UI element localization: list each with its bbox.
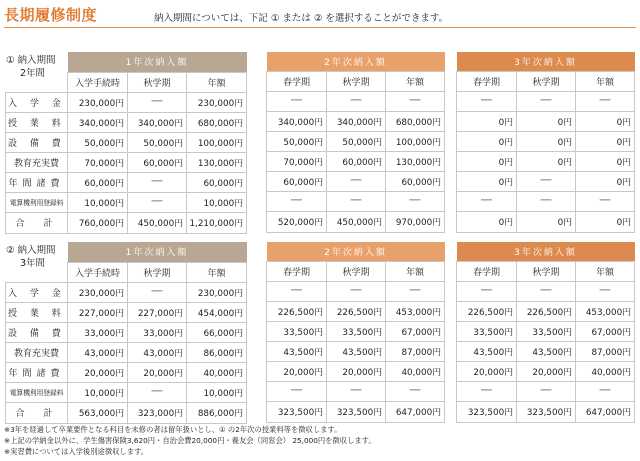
- header-spacer: [6, 242, 68, 262]
- fee-cell: 0円: [576, 171, 635, 191]
- fee-cell: ──: [576, 91, 635, 111]
- fee-cell: 130,000円: [386, 151, 445, 171]
- fee-cell: 323,500円: [267, 401, 327, 422]
- fee-cell: 760,000円: [68, 212, 128, 233]
- plan2-label-line1: ② 納入期間: [6, 245, 56, 256]
- table-row: [457, 131, 635, 151]
- fee-cell: 450,000円: [128, 212, 187, 233]
- column-header: 入学手続時: [68, 262, 128, 282]
- fee-cell: 227,000円: [68, 302, 128, 322]
- fee-cell: 227,000円: [128, 302, 187, 322]
- fee-cell: 226,500円: [327, 301, 386, 321]
- table-row: [6, 92, 247, 112]
- fee-cell: 67,000円: [576, 321, 635, 341]
- fee-cell: 60,000円: [68, 172, 128, 192]
- fee-cell: ──: [267, 381, 327, 401]
- table-row: [6, 192, 247, 212]
- fee-cell: 50,000円: [267, 131, 327, 151]
- fee-cell: 20,000円: [327, 361, 386, 381]
- fee-cell: 43,500円: [517, 341, 576, 361]
- column-header: 年額: [187, 72, 247, 92]
- fee-cell: 20,000円: [68, 362, 128, 382]
- fee-cell: ──: [517, 381, 576, 401]
- fee-cell: 454,000円: [187, 302, 247, 322]
- table-row: [6, 172, 247, 192]
- fee-cell: 886,000円: [187, 402, 247, 423]
- year-header: 1年次納入額: [68, 242, 247, 262]
- table-row: [267, 321, 445, 341]
- fee-cell: 50,000円: [128, 132, 187, 152]
- fee-cell: 10,000円: [68, 192, 128, 212]
- fee-cell: ──: [457, 91, 517, 111]
- column-header: 秋学期: [517, 261, 576, 281]
- fee-cell: 680,000円: [386, 111, 445, 131]
- fee-cell: 43,000円: [128, 342, 187, 362]
- fee-cell: 0円: [576, 211, 635, 232]
- row-label: 年間諸費: [6, 362, 68, 382]
- fee-cell: 70,000円: [267, 151, 327, 171]
- table-row: [457, 191, 635, 211]
- fee-cell: 10,000円: [68, 382, 128, 402]
- fee-cell: 67,000円: [386, 321, 445, 341]
- fee-cell: ──: [327, 171, 386, 191]
- table-row: [267, 211, 445, 232]
- fee-cell: 323,000円: [128, 402, 187, 423]
- fee-cell: 50,000円: [327, 131, 386, 151]
- fee-cell: 520,000円: [267, 211, 327, 232]
- table-row: [6, 322, 247, 342]
- row-label: 電算機利用登録料: [6, 382, 68, 402]
- fee-cell: ──: [267, 91, 327, 111]
- fee-cell: ──: [128, 282, 187, 302]
- table-row: [457, 381, 635, 401]
- table-row: [457, 401, 635, 422]
- table-row: [457, 211, 635, 232]
- fee-cell: ──: [386, 281, 445, 301]
- table-row: [267, 381, 445, 401]
- plan2-year1-table: [5, 242, 247, 424]
- fee-cell: ──: [576, 381, 635, 401]
- fee-cell: 20,000円: [267, 361, 327, 381]
- fee-cell: 970,000円: [386, 211, 445, 232]
- column-header: 年額: [386, 261, 445, 281]
- table-row: [267, 341, 445, 361]
- footnote-3: ※実習費については入学後別途徴収します。: [4, 447, 149, 456]
- fee-cell: 43,000円: [68, 342, 128, 362]
- fee-cell: ──: [128, 172, 187, 192]
- fee-cell: 450,000円: [327, 211, 386, 232]
- fee-cell: ──: [457, 281, 517, 301]
- title-row: [4, 4, 636, 28]
- fee-cell: 10,000円: [187, 382, 247, 402]
- plan2-year3-table: [456, 242, 635, 423]
- fee-cell: 66,000円: [187, 322, 247, 342]
- column-header: 秋学期: [128, 72, 187, 92]
- table-row: [457, 151, 635, 171]
- fee-cell: 50,000円: [68, 132, 128, 152]
- fee-cell: 33,000円: [68, 322, 128, 342]
- table-row: [457, 171, 635, 191]
- plan1-year2-table: [266, 52, 445, 233]
- plan1-label-line2: 2年間: [20, 68, 46, 79]
- table-row: [267, 171, 445, 191]
- column-header: 春学期: [457, 261, 517, 281]
- fee-cell: ──: [576, 191, 635, 211]
- fee-cell: ──: [327, 91, 386, 111]
- table-row: [457, 321, 635, 341]
- fee-cell: 0円: [457, 111, 517, 131]
- fee-cell: 40,000円: [576, 361, 635, 381]
- fee-cell: 340,000円: [327, 111, 386, 131]
- fee-cell: 0円: [576, 151, 635, 171]
- table-row: [457, 341, 635, 361]
- fee-cell: 40,000円: [187, 362, 247, 382]
- header-spacer: [6, 52, 68, 72]
- column-header: 春学期: [267, 261, 327, 281]
- fee-cell: 0円: [517, 151, 576, 171]
- plan1-year3-table: [456, 52, 635, 233]
- row-label: 設 備 費: [6, 322, 68, 342]
- fee-cell: ──: [267, 281, 327, 301]
- table-row: [457, 111, 635, 131]
- footnote-1: ※3年を経過して卒業要件となる科目を未修の者は留年扱いとし、① の2年次の授業料等を徴収します。: [4, 425, 342, 434]
- fee-cell: 647,000円: [576, 401, 635, 422]
- table-row: [6, 402, 247, 423]
- fee-cell: 230,000円: [68, 92, 128, 112]
- column-header-spacer: [6, 72, 68, 92]
- column-header: 秋学期: [327, 71, 386, 91]
- footnotes: [4, 424, 376, 457]
- table-row: [6, 112, 247, 132]
- plan1-year1-table: [5, 52, 247, 234]
- column-header: 秋学期: [517, 71, 576, 91]
- table-row: [267, 191, 445, 211]
- fee-cell: 40,000円: [386, 361, 445, 381]
- year-header: 3年次納入額: [457, 52, 635, 71]
- fee-cell: 340,000円: [68, 112, 128, 132]
- fee-cell: 86,000円: [187, 342, 247, 362]
- fee-cell: ──: [386, 381, 445, 401]
- year-header: 3年次納入額: [457, 242, 635, 261]
- table-row: [267, 361, 445, 381]
- column-header: 年額: [386, 71, 445, 91]
- fee-cell: 10,000円: [187, 192, 247, 212]
- fee-cell: 43,500円: [457, 341, 517, 361]
- fee-cell: ──: [128, 92, 187, 112]
- fee-cell: 60,000円: [128, 152, 187, 172]
- year-header: 2年次納入額: [267, 242, 445, 261]
- fee-cell: ──: [386, 91, 445, 111]
- fee-cell: 323,500円: [517, 401, 576, 422]
- fee-cell: 20,000円: [128, 362, 187, 382]
- row-label: 入 学 金: [6, 282, 68, 302]
- fee-cell: 323,500円: [327, 401, 386, 422]
- column-header: 年額: [576, 261, 635, 281]
- fee-cell: 33,500円: [327, 321, 386, 341]
- fee-cell: ──: [128, 192, 187, 212]
- table-row: [457, 281, 635, 301]
- fee-cell: 87,000円: [386, 341, 445, 361]
- fee-cell: ──: [128, 382, 187, 402]
- fee-cell: 0円: [576, 131, 635, 151]
- fee-cell: 43,500円: [267, 341, 327, 361]
- fee-cell: ──: [517, 171, 576, 191]
- table-row: [457, 301, 635, 321]
- fee-cell: 226,500円: [457, 301, 517, 321]
- row-label: 合 計: [6, 402, 68, 423]
- plan1-label-line1: ① 納入期間: [6, 55, 56, 66]
- table-row: [6, 382, 247, 402]
- fee-cell: 33,500円: [517, 321, 576, 341]
- fee-cell: 226,500円: [517, 301, 576, 321]
- fee-cell: 340,000円: [128, 112, 187, 132]
- column-header: 春学期: [267, 71, 327, 91]
- table-row: [267, 401, 445, 422]
- footnote-2: ※上記の学納金以外に、学生傷害保険3,620円・自治会費20,000円・養友会（同窓会） 25,000円を徴収します。: [4, 436, 376, 445]
- page-title: 長期履修制度: [4, 6, 98, 24]
- fee-cell: 0円: [517, 211, 576, 232]
- table-row: [457, 361, 635, 381]
- fee-cell: 0円: [457, 151, 517, 171]
- fee-cell: ──: [327, 381, 386, 401]
- fee-cell: ──: [327, 281, 386, 301]
- table-row: [267, 281, 445, 301]
- row-label: 教育充実費: [6, 342, 68, 362]
- fee-cell: 453,000円: [386, 301, 445, 321]
- table-row: [6, 362, 247, 382]
- fee-cell: 680,000円: [187, 112, 247, 132]
- fee-cell: 226,500円: [267, 301, 327, 321]
- fee-cell: 1,210,000円: [187, 212, 247, 233]
- row-label: 設 備 費: [6, 132, 68, 152]
- fee-cell: 0円: [517, 131, 576, 151]
- fee-cell: 33,500円: [267, 321, 327, 341]
- fee-cell: ──: [327, 191, 386, 211]
- fee-cell: 340,000円: [267, 111, 327, 131]
- fee-cell: 230,000円: [68, 282, 128, 302]
- fee-cell: 130,000円: [187, 152, 247, 172]
- column-header: 秋学期: [128, 262, 187, 282]
- fee-cell: 100,000円: [386, 131, 445, 151]
- year-header: 2年次納入額: [267, 52, 445, 71]
- fee-cell: 230,000円: [187, 282, 247, 302]
- fee-cell: 60,000円: [267, 171, 327, 191]
- column-header: 入学手続時: [68, 72, 128, 92]
- table-row: [267, 301, 445, 321]
- row-label: 年間諸費: [6, 172, 68, 192]
- row-label: 合 計: [6, 212, 68, 233]
- fee-cell: 60,000円: [386, 171, 445, 191]
- fee-cell: ──: [517, 281, 576, 301]
- fee-cell: 323,500円: [457, 401, 517, 422]
- fee-cell: 87,000円: [576, 341, 635, 361]
- fee-cell: ──: [576, 281, 635, 301]
- row-label: 入 学 金: [6, 92, 68, 112]
- page-note: 納入期間については、下記 ① または ② を選択することができます。: [154, 13, 449, 24]
- table-row: [6, 342, 247, 362]
- fee-cell: 20,000円: [457, 361, 517, 381]
- fee-cell: ──: [457, 191, 517, 211]
- table-row: [267, 151, 445, 171]
- fee-cell: 43,500円: [327, 341, 386, 361]
- column-header: 年額: [576, 71, 635, 91]
- fee-cell: ──: [517, 191, 576, 211]
- fee-cell: 20,000円: [517, 361, 576, 381]
- row-label: 電算機利用登録料: [6, 192, 68, 212]
- column-header-spacer: [6, 262, 68, 282]
- fee-cell: 70,000円: [68, 152, 128, 172]
- fee-cell: 33,000円: [128, 322, 187, 342]
- table-row: [267, 131, 445, 151]
- fee-cell: ──: [457, 381, 517, 401]
- table-row: [6, 282, 247, 302]
- column-header: 春学期: [457, 71, 517, 91]
- column-header: 秋学期: [327, 261, 386, 281]
- plan2-label-line2: 3年間: [20, 258, 46, 269]
- fee-cell: 0円: [576, 111, 635, 131]
- fee-cell: 230,000円: [187, 92, 247, 112]
- column-header: 年額: [187, 262, 247, 282]
- row-label: 教育充実費: [6, 152, 68, 172]
- year-header: 1年次納入額: [68, 52, 247, 72]
- fee-cell: ──: [267, 191, 327, 211]
- fee-cell: 60,000円: [187, 172, 247, 192]
- table-row: [267, 111, 445, 131]
- table-row: [267, 91, 445, 111]
- fee-cell: ──: [517, 91, 576, 111]
- fee-cell: 60,000円: [327, 151, 386, 171]
- table-row: [6, 302, 247, 322]
- fee-cell: 0円: [457, 171, 517, 191]
- fee-cell: 563,000円: [68, 402, 128, 423]
- table-row: [6, 152, 247, 172]
- row-label: 授 業 料: [6, 302, 68, 322]
- fee-cell: 0円: [457, 131, 517, 151]
- table-row: [6, 132, 247, 152]
- fee-cell: 453,000円: [576, 301, 635, 321]
- fee-cell: 647,000円: [386, 401, 445, 422]
- fee-cell: ──: [386, 191, 445, 211]
- fee-cell: 0円: [517, 111, 576, 131]
- fee-cell: 0円: [457, 211, 517, 232]
- fee-cell: 100,000円: [187, 132, 247, 152]
- row-label: 授 業 料: [6, 112, 68, 132]
- plan2-year2-table: [266, 242, 445, 423]
- table-row: [6, 212, 247, 233]
- table-row: [457, 91, 635, 111]
- fee-cell: 33,500円: [457, 321, 517, 341]
